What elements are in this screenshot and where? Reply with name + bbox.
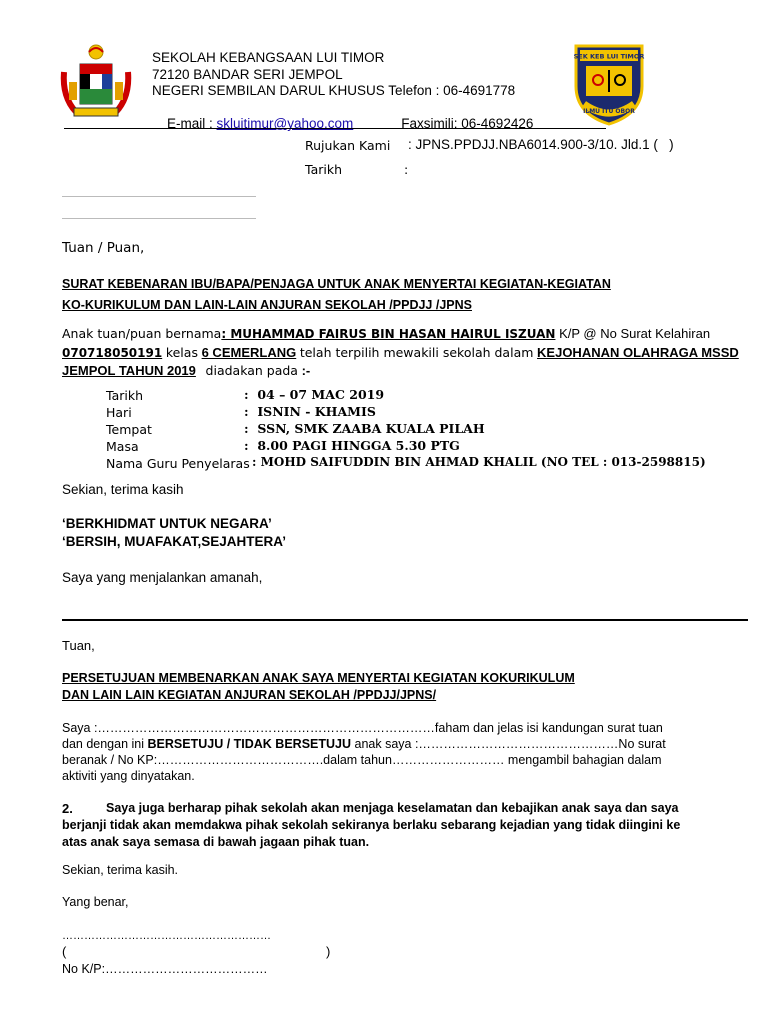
reply-point-line-1: Saya juga berharap pihak sekolah akan menjaga keselamatan dan kebajikan anak saya dan saya: [106, 801, 679, 815]
reply-title-line-1: PERSETUJUAN MEMBENARKAN ANAK SAYA MENYERTAI KEGIATAN KOKURIKULUM: [62, 671, 575, 685]
student-name: : MUHAMMAD FAIRUS BIN HASAN HAIRUL ISZUAN: [221, 327, 556, 341]
detail-value-guru: : MOHD SAIFUDDIN BIN AHMAD KHALIL (NO TEL : 013-2598815): [252, 455, 706, 469]
letter-paragraph-line-3: JEMPOL TAHUN 2019 diadakan pada :-: [62, 363, 311, 378]
recipient-line-1: [62, 196, 256, 197]
motto-line-2: ‘BERSIH, MUAFAKAT,SEJAHTERA’: [62, 534, 287, 549]
student-ic-number: 070718050191: [62, 346, 163, 360]
header-divider: [64, 128, 606, 129]
reply-point-line-3: atas anak saya semasa di bawah jagaan pihak tuan.: [62, 835, 370, 849]
consent-option: BERSETUJU / TIDAK BERSETUJU: [147, 737, 352, 751]
reply-salutation: Tuan,: [62, 638, 95, 653]
detail-row-tarikh: Tarikh: [106, 388, 143, 403]
event-name: KEJOHANAN OLAHRAGA MSSD: [537, 345, 739, 360]
tarikh-value: :: [404, 162, 409, 177]
reply-line-3: beranak / No KP:………………………………….dalam tahun……………………… mengambil bahagian dalam: [62, 753, 662, 767]
email-label: E-mail :: [167, 116, 217, 131]
reply-point-number: 2.: [62, 801, 73, 816]
signature-line: …………………………………………………: [62, 930, 271, 942]
detail-row-guru: Nama Guru Penyelaras: [106, 456, 250, 471]
detail-value-tempat: : SSN, SMK ZAABA KUALA PILAH: [244, 421, 485, 436]
rujukan-label: Rujukan Kami: [305, 138, 391, 153]
name-paren-close: ): [326, 944, 331, 959]
letter-paragraph-line-2: 070718050191 kelas 6 CEMERLANG telah terpilih mewakili sekolah dalam KEJOHANAN OLAHRAGA MSSD: [62, 345, 739, 360]
letter-salutation: Tuan / Puan,: [62, 240, 145, 256]
name-paren-open: (: [62, 944, 67, 959]
detail-row-hari: Hari: [106, 405, 132, 420]
letter-signoff: Saya yang menjalankan amanah,: [62, 570, 263, 585]
reply-yours: Yang benar,: [62, 895, 129, 909]
detail-value-masa: : 8.00 PAGI HINGGA 5.30 PTG: [244, 438, 460, 453]
letter-title-line-1: SURAT KEBENARAN IBU/BAPA/PENJAGA UNTUK ANAK MENYERTAI KEGIATAN-KEGIATAN: [62, 277, 611, 291]
badge-top-text: SEK KEB LUI TIMOR: [573, 52, 645, 61]
motto-line-1: ‘BERKHIDMAT UNTUK NEGARA’: [62, 516, 272, 531]
malaysia-coat-of-arms-logo: [56, 42, 136, 122]
reply-line-2: dan dengan ini BERSETUJU / TIDAK BERSETUJU anak saya :…………………………………………No surat: [62, 737, 666, 751]
tarikh-label: Tarikh: [305, 162, 342, 177]
reply-title-line-2: DAN LAIN LAIN KEGIATAN ANJURAN SEKOLAH /PPDJJ/JPNS/: [62, 688, 437, 702]
reply-closing: Sekian, terima kasih.: [62, 863, 179, 877]
event-year: JEMPOL TAHUN 2019: [62, 363, 196, 378]
reply-line-4: aktiviti yang dinyatakan.: [62, 769, 195, 783]
recipient-line-2: [62, 218, 256, 219]
fax-number: Faxsimili: 06-4692426: [401, 116, 534, 131]
letter-closing: Sekian, terima kasih: [62, 482, 184, 497]
student-class: 6 CEMERLANG: [201, 345, 297, 360]
school-address-1: 72120 BANDAR SERI JEMPOL: [152, 66, 343, 82]
parent-ic-field: No K/P:…………………………………: [62, 962, 268, 976]
reply-line-1: Saya :………………………………………………………………………faham dan jelas isi kandungan surat tuan: [62, 721, 663, 735]
letter-title-line-2: KO-KURIKULUM DAN LAIN-LAIN ANJURAN SEKOLAH /PPDJJ /JPNS: [62, 298, 472, 312]
rujukan-value: : JPNS.PPDJJ.NBA6014.900-3/10. Jld.1 ( ): [408, 137, 674, 152]
detail-row-masa: Masa: [106, 439, 139, 454]
tear-off-divider: [62, 619, 748, 621]
school-badge-logo: [572, 42, 646, 126]
letter-paragraph-line-1: Anak tuan/puan bernama: MUHAMMAD FAIRUS BIN HASAN HAIRUL ISZUAN K/P @ No Surat Kelahiran: [62, 326, 711, 341]
detail-value-tarikh: : 04 – 07 MAC 2019: [244, 387, 385, 402]
badge-bottom-text: ILMU ITU OBOR: [583, 108, 635, 115]
reply-point-line-2: berjanji tidak akan memdakwa pihak sekolah sekiranya berlaku sebarang kejadian yang tidak diingini ke: [62, 818, 681, 832]
school-name: SEKOLAH KEBANGSAAN LUI TIMOR: [152, 50, 385, 65]
email-link[interactable]: skluitimur@yahoo.com: [216, 116, 354, 131]
school-address-2: NEGERI SEMBILAN DARUL KHUSUS Telefon : 06-4691778: [152, 83, 516, 98]
detail-row-tempat: Tempat: [106, 422, 152, 437]
detail-value-hari: : ISNIN - KHAMIS: [244, 404, 376, 419]
